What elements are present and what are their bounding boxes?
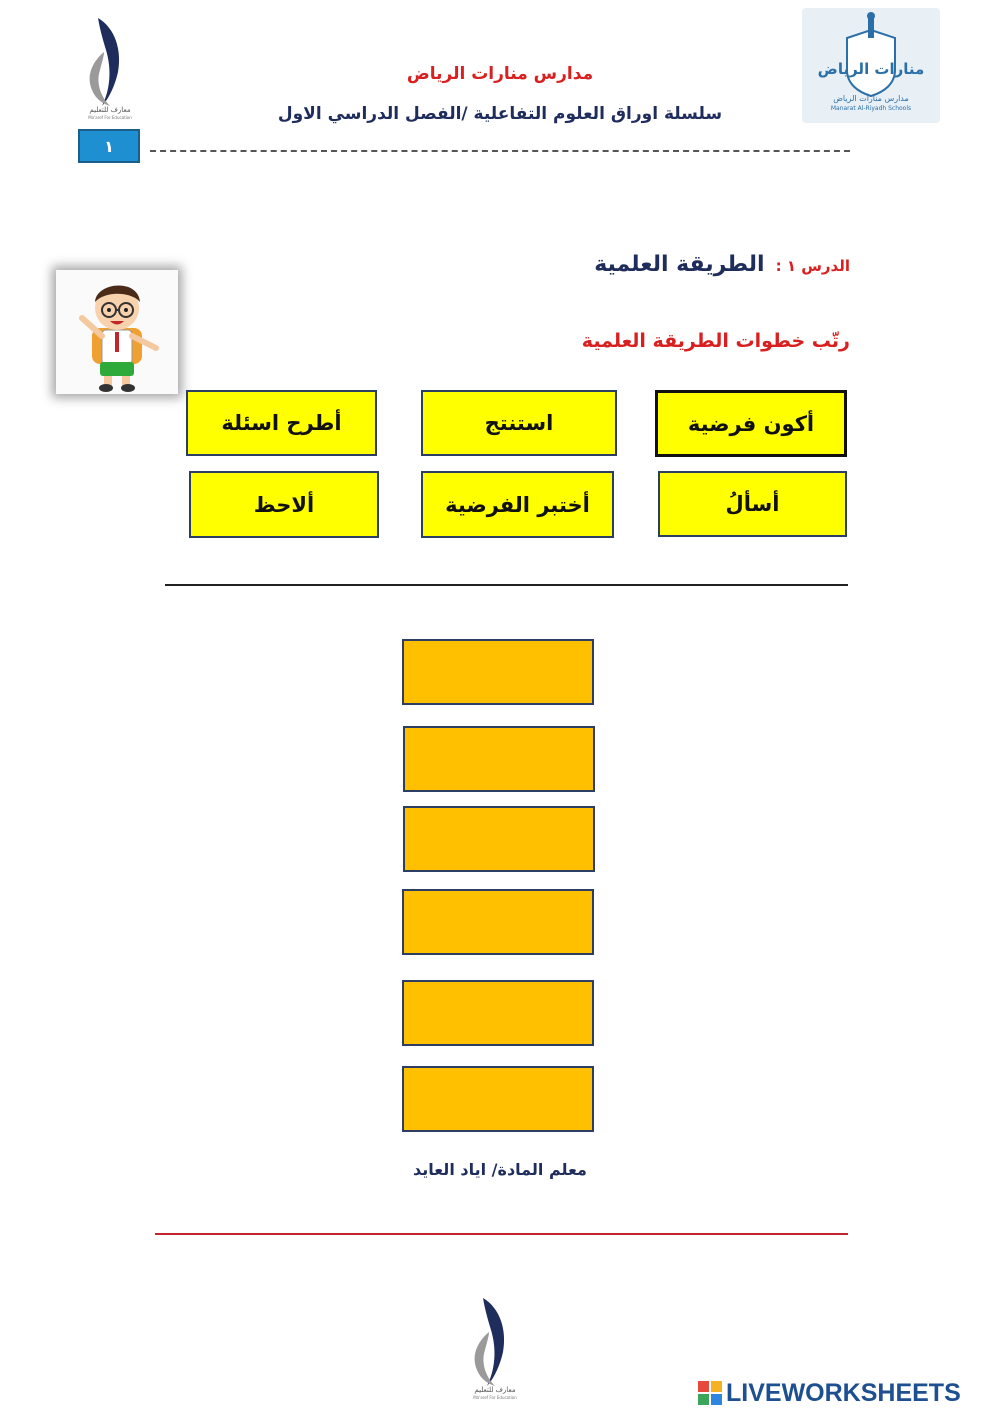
answer-slot[interactable] (403, 806, 595, 872)
student-illustration (56, 270, 178, 394)
manarat-logo-caption-ar: مدارس منارات الرياض (833, 94, 909, 103)
manarat-logo (802, 8, 940, 123)
answer-slot[interactable] (403, 726, 595, 792)
maaref-footer-logo-text: معارف للتعليم (474, 1386, 516, 1394)
header-divider (150, 150, 850, 152)
maaref-logo (70, 10, 150, 120)
liveworksheets-icon (698, 1381, 722, 1405)
option-card[interactable]: استنتج (421, 390, 617, 456)
maaref-footer-logo (455, 1290, 535, 1400)
option-card[interactable]: أطرح اسئلة (186, 390, 377, 456)
answer-slot[interactable] (402, 980, 594, 1046)
option-card[interactable]: أختبر الفرضية (421, 471, 614, 538)
footer-divider (155, 1233, 848, 1235)
series-title: سلسلة اوراق العلوم التفاعلية /الفصل الدراسي الاول (277, 104, 723, 124)
answer-slot[interactable] (402, 1066, 594, 1132)
option-card[interactable]: أكون فرضية (655, 390, 847, 457)
maaref-footer-logo-subtext: Ma'aref For Education (473, 1395, 517, 1400)
lesson-label: الدرس ١ : (775, 257, 850, 275)
manarat-logo-text: منارات الرياض (817, 60, 925, 78)
maaref-logo-subtext: Ma'aref For Education (88, 115, 132, 120)
liveworksheets-brand[interactable] (698, 1377, 998, 1409)
answer-slot[interactable] (402, 639, 594, 705)
answer-slot[interactable] (402, 889, 594, 955)
section-divider (165, 584, 848, 586)
school-name: مدارس منارات الرياض (406, 64, 594, 84)
teacher-name: معلم المادة/ اياد العايد (413, 1160, 587, 1179)
liveworksheets-text: LIVEWORKSHEETS (726, 1378, 961, 1407)
instruction-text: رتّب خطوات الطريقة العلمية (581, 330, 850, 352)
page-number-badge: ١ (78, 129, 140, 163)
option-card[interactable]: أسألُ (658, 471, 847, 537)
lesson-heading (560, 252, 850, 277)
manarat-logo-caption-en: Manarat Al-Riyadh Schools (830, 105, 912, 112)
maaref-logo-text: معارف للتعليم (89, 106, 131, 114)
lesson-title: الطريقة العلمية (594, 252, 765, 277)
option-card[interactable]: ألاحظ (189, 471, 379, 538)
